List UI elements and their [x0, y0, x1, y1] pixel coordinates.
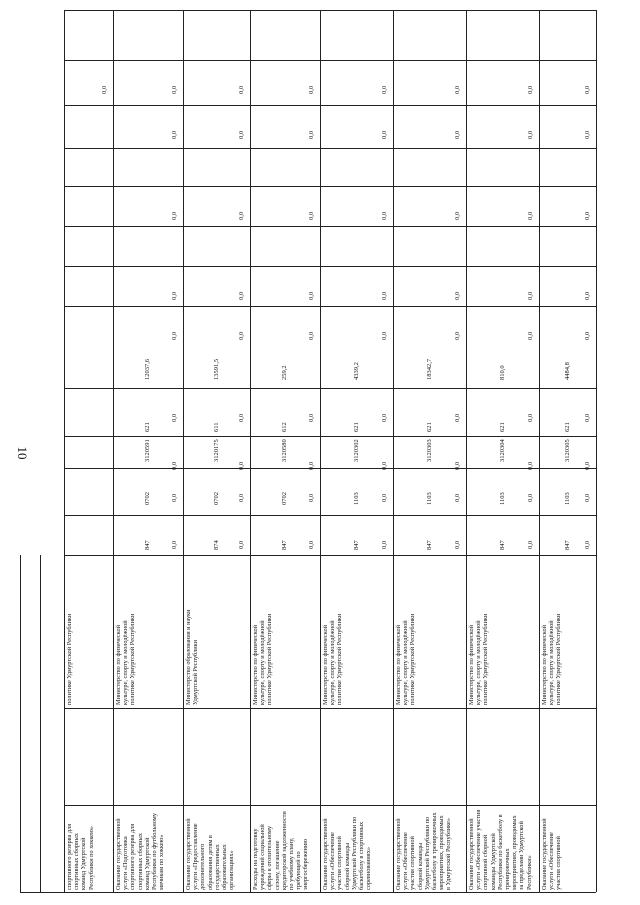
grbs-code: 847 — [425, 540, 433, 550]
value-cell: 0,0 — [527, 331, 534, 340]
amount: 18342,7 — [425, 358, 433, 380]
row-rule — [596, 10, 597, 892]
value-cell: 0,0 — [527, 493, 534, 502]
amount: 810,0 — [498, 365, 506, 380]
section-code: 1103 — [563, 492, 571, 505]
value-cell: 0,0 — [308, 540, 315, 549]
column-rule — [64, 186, 596, 187]
value-cell: 0,0 — [238, 413, 245, 422]
value-cell: 0,0 — [171, 85, 178, 94]
value-cell: 0,0 — [238, 461, 245, 470]
grbs-code: 847 — [563, 540, 571, 550]
grbs-code: 847 — [352, 540, 360, 550]
value-cell: 0,0 — [584, 85, 591, 94]
column-rule — [64, 388, 596, 389]
value-cell: 0,0 — [308, 493, 315, 502]
target-article-code: 3120303 — [425, 439, 433, 462]
amount: 4484,8 — [563, 362, 571, 380]
row-rule — [539, 10, 540, 892]
expense-type-code: 621 — [563, 422, 571, 432]
value-cell: 0,0 — [527, 211, 534, 220]
value-cell: 0,0 — [238, 211, 245, 220]
row-ministry: Министерство по физической культуре, спорту и молодёжной политике Удмуртской Республики — [541, 613, 563, 705]
column-rule — [64, 468, 596, 469]
value-cell: 0,0 — [381, 461, 388, 470]
value-cell: 0,0 — [308, 85, 315, 94]
row-name: Оказание государственной услуги «Обеспечение участия спортивной сборной команды Удмуртской Республики по баскетболу в спортивных соревнованиях» — [322, 816, 373, 890]
row-ministry: Министерство по физической культуре, спорту и молодёжной политике Удмуртской Республики — [115, 613, 137, 705]
value-cell: 0,0 — [238, 85, 245, 94]
value-cell: 0,0 — [584, 130, 591, 139]
expense-type-code: 621 — [352, 422, 360, 432]
value-cell: 0,0 — [454, 461, 461, 470]
grbs-code: 847 — [498, 540, 506, 550]
target-article-code: 3120305 — [563, 439, 571, 462]
row-name: Оказание государственной услуги «Обеспечение участия спортивной сборной команды Удмуртской Республики по баскетболу в тренировочных мероприятиях, проводимых за пределами Удмуртской Республики» — [468, 809, 533, 890]
value-cell: 0,0 — [584, 291, 591, 300]
value-cell: 0,0 — [171, 331, 178, 340]
value-cell: 0,0 — [171, 540, 178, 549]
page-number: 10 — [15, 446, 30, 460]
target-article-code: 3120580 — [281, 439, 288, 462]
target-article-code: 3120175 — [212, 439, 220, 462]
row-ministry: Министерство по физической культуре, спорту и молодёжной политике Удмуртской Республики — [252, 613, 274, 705]
row-name: Оказание государственной услуги «Предоставление дополнительного образования детям в государственных образовательных организациях» — [185, 818, 236, 890]
section-code: 0702 — [281, 492, 288, 505]
value-cell: 0,0 — [308, 331, 315, 340]
value-cell: 0,0 — [584, 413, 591, 422]
row-ministry: Министерство по физической культуре, спорту и молодёжной политике Удмуртской Республики — [322, 613, 344, 705]
column-rule — [64, 892, 596, 893]
column-rule — [64, 226, 596, 227]
column-rule — [64, 10, 596, 11]
value-cell: 0,0 — [171, 413, 178, 422]
value-cell: 0,0 — [584, 331, 591, 340]
value-cell: 0,0 — [238, 331, 245, 340]
row-ministry: политике Удмуртской Республики — [66, 613, 73, 705]
row-rule — [20, 555, 21, 892]
section-code: 1103 — [425, 492, 433, 505]
value-cell: 0,0 — [238, 540, 245, 549]
value-cell: 0,0 — [308, 461, 315, 470]
value-cell: 0,0 — [584, 540, 591, 549]
amount: 12037,6 — [144, 358, 151, 380]
row-name: Оказание государственной услуги «Обеспечение участия спортивной сборной команды Удмуртской Республики по баскетболу в тренировочных мероприятиях, проводимых в Удмуртской Республике» — [395, 812, 453, 890]
column-rule — [20, 892, 64, 893]
row-rule — [183, 10, 184, 892]
value-cell: 0,0 — [381, 211, 388, 220]
value-cell: 0,0 — [584, 211, 591, 220]
row-rule — [320, 10, 321, 892]
value-cell: 0,0 — [584, 461, 591, 470]
row-rule — [250, 10, 251, 892]
value-cell: 0,0 — [171, 291, 178, 300]
value-cell: 0,0 — [381, 540, 388, 549]
value-cell: 0,0 — [171, 461, 178, 470]
expense-type-code: 621 — [498, 422, 506, 432]
row-ministry: Министерство образования и науки Удмуртской Республики — [185, 609, 200, 705]
column-rule — [64, 708, 596, 709]
row-rule — [466, 10, 467, 892]
column-rule — [64, 515, 596, 516]
row-name: Оказание государственной услуги «Подготовка спортивного резерва для спортивных сборных команд Удмуртской Республики по футбольному мячикам по хоккею» — [115, 813, 166, 890]
row-rule — [393, 10, 394, 892]
amount: 4339,2 — [352, 362, 360, 380]
target-article-code: 3120302 — [352, 439, 360, 462]
value-cell: 0,0 — [238, 130, 245, 139]
amount: 259,2 — [281, 365, 288, 380]
value-cell: 0,0 — [308, 413, 315, 422]
section-code: 1103 — [498, 492, 506, 505]
value-cell: 0,0 — [308, 291, 315, 300]
grbs-code: 847 — [281, 540, 288, 550]
row-name: Расходы на подготовку учреждений социальной сферы к отопительному сезону, погашение кредиторской задолженности по учебному плану, требующей по энергосбережению — [252, 811, 310, 890]
expense-type-code: 621 — [425, 422, 433, 432]
column-rule — [64, 60, 596, 61]
value-cell: 0,0 — [381, 291, 388, 300]
row-ministry: Министерство по физической культуре, спорту и молодёжной политике Удмуртской Республики — [468, 613, 490, 705]
value-cell: 0,0 — [238, 493, 245, 502]
grbs-code: 847 — [144, 540, 151, 550]
grbs-code: 874 — [212, 540, 220, 550]
value-cell: 0,0 — [101, 85, 108, 94]
value-cell: 0,0 — [381, 493, 388, 502]
column-rule — [64, 105, 596, 106]
value-cell: 0,0 — [381, 413, 388, 422]
column-rule — [64, 266, 596, 267]
expense-type-code: 611 — [212, 422, 220, 432]
value-cell: 0,0 — [381, 85, 388, 94]
column-rule — [64, 148, 596, 149]
value-cell: 0,0 — [454, 540, 461, 549]
value-cell: 0,0 — [454, 85, 461, 94]
section-code: 0702 — [144, 492, 151, 505]
value-cell: 0,0 — [454, 211, 461, 220]
value-cell: 0,0 — [527, 461, 534, 470]
value-cell: 0,0 — [171, 493, 178, 502]
value-cell: 0,0 — [527, 130, 534, 139]
value-cell: 0,0 — [527, 85, 534, 94]
value-cell: 0,0 — [381, 331, 388, 340]
value-cell: 0,0 — [454, 130, 461, 139]
target-article-code: 3120591 — [144, 439, 151, 462]
column-rule — [64, 555, 596, 556]
section-code: 0702 — [212, 492, 220, 505]
value-cell: 0,0 — [308, 130, 315, 139]
target-article-code: 3120304 — [498, 439, 506, 462]
row-name: Оказание государственной услуги «Обеспечение участия спортивной — [541, 818, 563, 890]
value-cell: 0,0 — [584, 493, 591, 502]
column-rule — [64, 436, 596, 437]
value-cell: 0,0 — [238, 291, 245, 300]
expense-type-code: 612 — [281, 422, 288, 432]
amount: 13591,5 — [212, 358, 220, 380]
column-rule — [64, 306, 596, 307]
row-rule — [113, 10, 114, 892]
expense-type-code: 621 — [144, 422, 151, 432]
value-cell: 0,0 — [308, 211, 315, 220]
value-cell: 0,0 — [171, 211, 178, 220]
value-cell: 0,0 — [527, 413, 534, 422]
value-cell: 0,0 — [171, 130, 178, 139]
value-cell: 0,0 — [454, 291, 461, 300]
value-cell: 0,0 — [454, 493, 461, 502]
section-code: 1103 — [352, 492, 360, 505]
value-cell: 0,0 — [527, 540, 534, 549]
value-cell: 0,0 — [454, 331, 461, 340]
row-ministry: Министерство по физической культуре, спорту и молодёжной политике Удмуртской Республики — [395, 613, 417, 705]
row-rule — [64, 10, 65, 892]
value-cell: 0,0 — [454, 413, 461, 422]
row-name: спортивного резерва для спортивных сборных команд Удмуртской Республики по хоккею» — [66, 823, 95, 890]
value-cell: 0,0 — [381, 130, 388, 139]
value-cell: 0,0 — [527, 291, 534, 300]
row-rule — [40, 555, 41, 892]
